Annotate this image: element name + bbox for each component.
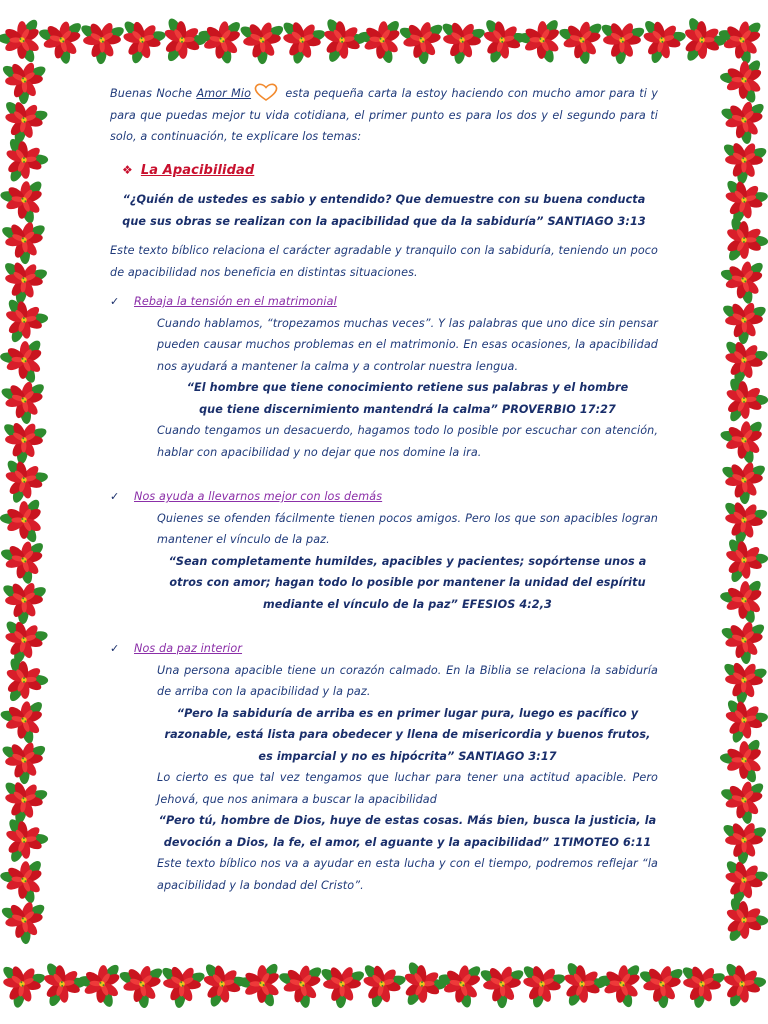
section-heading <box>122 160 658 182</box>
poinsettia-icon <box>714 91 768 148</box>
poinsettia-icon <box>470 953 529 1014</box>
heading-title: La Apacibilidad <box>140 162 255 178</box>
section-quote-line: que tiene discernimiento mantendrá la calma” PROVERBIO 17:27 <box>199 402 616 416</box>
greeting-paragraph <box>110 82 658 148</box>
beloved-name: Amor Mio <box>196 87 252 100</box>
poinsettia-icon <box>712 449 768 509</box>
section-quote-line: “El hombre que tiene conocimiento retiene sus palabras y el hombre <box>186 381 629 394</box>
heart-outline-icon <box>253 82 279 102</box>
poinsettia-icon <box>0 174 46 226</box>
greeting-text: esta pequeña carta la estoy haciendo con mucho amor para ti y para que puedas mejor tu vida cotidiana, el primer punto es para los dos y el segundo para ti solo, a continuación, te explicare los temas: <box>110 87 658 143</box>
poinsettia-icon <box>0 951 51 1014</box>
greeting-prefix: Buenas Noche <box>110 87 197 100</box>
poinsettia-icon <box>0 532 48 588</box>
section-text: Lo cierto es que tal vez tengamos que luchar para tener una actitud apacible. Pero Jehová, que nos animara a buscar la apacibilidad <box>157 771 658 806</box>
section-text: Cuando tengamos un desacuerdo, hagamos todo lo posible por escuchar con atención, hablar con apacibilidad y no dejar que nos domine la ira. <box>157 424 658 459</box>
poinsettia-icon <box>713 610 768 668</box>
poinsettia-icon <box>0 371 49 429</box>
poinsettia-icon <box>716 414 766 467</box>
checkmark-icon: ✓ <box>110 490 120 503</box>
checkmark-icon: ✓ <box>110 295 120 308</box>
poinsettia-icon <box>0 807 53 870</box>
poinsettia-icon <box>0 497 43 544</box>
poinsettia-icon <box>32 12 85 68</box>
section-text: Una persona apacible tiene un corazón calmado. En la Biblia se relaciona la sabiduría de arriba con la apacibilidad y la paz. <box>157 663 658 698</box>
poinsettia-icon <box>272 956 326 1012</box>
section-quote: “Sean completamente humildes, apacibles y pacientes; sopórtense unos a otros con amor; hagan todo lo posible por mantener la unidad del espíritu mediante el vínculo de la paz” EFESIOS 4:2,3 <box>168 554 647 611</box>
letter-page <box>110 82 658 896</box>
poinsettia-icon <box>719 737 763 785</box>
poinsettia-icon <box>715 252 768 307</box>
poinsettia-icon <box>0 287 54 350</box>
poinsettia-icon <box>718 56 764 105</box>
poinsettia-icon <box>0 855 45 906</box>
poinsettia-icon <box>391 10 448 69</box>
checkmark-icon: ✓ <box>110 642 120 655</box>
poinsettia-icon <box>111 954 167 1012</box>
poinsettia-icon <box>69 8 129 70</box>
poinsettia-icon <box>714 772 768 828</box>
poinsettia-icon <box>552 11 606 68</box>
poinsettia-icon <box>230 9 289 69</box>
poinsettia-icon <box>0 693 46 747</box>
intro-text: Este texto bíblico relaciona el carácter agradable y tranquilo con la sabiduría, teniendo un poco de apacibilidad nos beneficia en distintas situaciones. <box>110 244 658 279</box>
poinsettia-icon <box>355 15 403 66</box>
poinsettia-icon <box>237 961 281 1009</box>
poinsettia-icon <box>517 16 562 64</box>
intro-quote: “¿Quién de ustedes es sabio y entendido? Que demuestre con su buena conducta que sus obras se realizan con la apacibilidad que da la sabiduría” SANTIAGO 3:13 <box>122 193 646 228</box>
section-item-tension <box>110 291 658 313</box>
section-title: Nos ayuda a llevarnos mejor con los demás <box>134 490 383 503</box>
section-text: Este texto bíblico nos va a ayudar en esta lucha y con el tiempo, podremos reflejar “la apacibilidad y la bondad del Cristo”. <box>157 857 658 892</box>
poinsettia-icon <box>0 890 49 949</box>
poinsettia-icon <box>0 336 44 386</box>
diamond-bullet-icon: ❖ <box>122 162 133 177</box>
section-quote: “Pero la sabiduría de arriba es en primer lugar pura, luego es pacífico y razonable, está lista para obedecer y llena de misericordia y buenos frutos, es imparcial y no es hipócrita” SANTIAGO 3:17 <box>164 706 651 763</box>
poinsettia-icon <box>630 954 687 1013</box>
poinsettia-icon <box>0 17 41 64</box>
poinsettia-icon <box>75 959 122 1009</box>
section-item-others <box>110 486 658 508</box>
section-text: Quienes se ofenden fácilmente tienen pocos amigos. Pero los que son apacibles logran mantener el vínculo de la paz. <box>157 511 658 546</box>
section-quote: “Pero tú, hombre de Dios, huye de estas cosas. Más bien, busca la justicia, la devoción a Dios, la fe, el amor, el aguante y la apacibilidad” 1TIMOTEO 6:11 <box>158 814 657 849</box>
section-text: Cuando hablamos, “tropezamos muchas veces”. Y las palabras que uno dice sin pensar pueden causar muchos problemas en el matrimonio. En esas ocasiones, la apacibilidad nos ayudará a mantener la calma y a controlar nuestra lengua. <box>157 316 658 373</box>
section-item-peace <box>110 638 658 660</box>
poinsettia-icon <box>717 575 764 625</box>
section-title: Rebaja la tensión en el matrimonial <box>134 295 337 308</box>
section-title: Nos da paz interior <box>134 642 243 655</box>
